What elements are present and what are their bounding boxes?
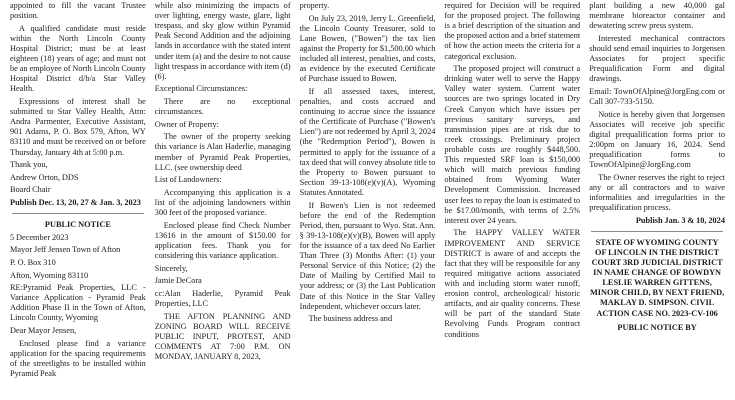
notice-paragraph: The owner of the property seeking this variance is Alan Haderlie, managing member of Pyramid Peak Properties, LLC. (see ownership deed [154, 132, 291, 172]
notice-paragraph: while also minimizing the impacts of over lighting, energy waste, glare, light trespass, and sky glow within Pyramid Peak Second Addition and the adjoining lands in accordance with the stated intent under item (a) and the desire to not cause light trespass in accordance with item (d)(6). [154, 1, 291, 81]
notice-paragraph: Owner of Property: [154, 119, 219, 129]
notice-paragraph: Notice is hereby given that Jorgensen Associates will receive job specific digital prequalification forms prior to 2:00pm on January 16, 2024. Send prequalification forms to TownOfAlpine@JorgEng.com [589, 109, 725, 170]
signature-line: Jamie DeCora [154, 276, 202, 286]
notice-paragraph: RE:Pyramid Peak Properties, LLC - Variance Application - Pyramid Peak Addition Phase II in the Town of Afton, Lincoln County, Wyoming [10, 283, 146, 323]
notice-paragraph: If all assessed taxes, interest, penalties, and costs accrued and continuing to accrue since the issuance of the Certificate of Purchase ("Bowen's Lien") are not redeemed by April 3, 2024 (the "Redemption Period"), Bowen is permitted to apply for the issuance of a tax deed that will convey absolute title to the Property to Bowen pursuant to Section 39-13-108(e)(v)(A), Wyoming Statutes Annotated. [299, 86, 436, 197]
court-notice-heading: STATE OF WYOMING COUNTY OF LINCOLN IN THE DISTRICT COURT 3RD JUDICIAL DISTRICT IN NAME CHANGE OF BOWDYN LESLIE WARREN GITTENS, MINOR CHILD, BY NEXT FRIEND, MAKLAY D. SIMPSON. CIVIL ACTION CASE NO. 2023-CV-106 [589, 237, 725, 318]
notice-paragraph: Mayor Jeff Jensen Town of Afton [10, 245, 121, 255]
notice-divider [12, 213, 144, 214]
notice-paragraph: List of Landowners: [154, 175, 222, 185]
notice-paragraph: Enclosed please find a variance application for the spacing requirements of the streetlights to be installed within Pyramid Peak [10, 338, 146, 378]
notice-column-4 [444, 1, 580, 400]
notice-paragraph: Enclosed please find Check Number 13616 in the amount of $150.00 for application fees. Thank you for considering this variance application. [154, 220, 291, 261]
notice-paragraph: The proposed project will construct a drinking water well to serve the Happy Valley water system. Current water sources are two springs located in Dry Creek Canyon which have issues per previous sanitary surveys, and transmission pipes are at risk due to creek crossings. Preliminary project probable costs are roughly $448,500. This requested SRF loan is $150,000 which will match previous funding obtained from Wyoming Water Development Commission. Increased user fees to repay the loan is estimated to be $17.00/month, with terms of 2.5% interest over 24 years. [444, 64, 581, 225]
notice-paragraph: Afton, Wyoming 83110 [10, 270, 89, 280]
notice-paragraph: Expressions of interest shall be submitted to Star Valley Health, Attn: Andra Parmenter, Executive Assistant, 901 Adams, P. O. Box 579, Afton, WY 83110 and must be received on or before Thursday, January 4th at 5:00 p.m. [10, 96, 146, 157]
notice-paragraph: 5 December 2023 [10, 232, 69, 242]
signature-line: Andrew Orton, DDS [10, 172, 79, 182]
notice-divider [591, 231, 723, 232]
notice-paragraph: property. [299, 1, 330, 10]
columns [10, 1, 725, 400]
notice-column-2 [155, 1, 291, 400]
notice-paragraph: Exceptional Circumstances: [154, 84, 248, 94]
notice-paragraph: plant building a new 40,000 gal membrane bioreactor container and dewatering screw press system. [589, 1, 725, 31]
notice-heading: PUBLIC NOTICE BY [617, 322, 697, 332]
notice-paragraph: P. O. Box 310 [10, 257, 56, 267]
notice-paragraph: If Bowen's Lien is not redeemed before the end of the Redemption Period, then, pursuant to Wyo. Stat. Ann. § 39-13-108(e)(v)(B), Bowen will apply for the issuance of a tax deed No Earlier Than Three (3) Months After: (1) your Personal Service of this Notice; (2) the Date of Mailing by Certified Mail to your address; or (3) the Last Publication Date of this Notice in the Star Valley Independent, whichever occurs later. [299, 200, 436, 311]
publish-line: Publish Dec. 13, 20, 27 & Jan. 3, 2023 [10, 197, 141, 207]
notice-column-5 [589, 1, 725, 400]
notice-paragraph: appointed to fill the vacant Trustee position. [10, 1, 146, 21]
notice-paragraph: The business address and [308, 314, 393, 324]
notice-column-1 [10, 1, 146, 400]
notice-paragraph: A qualified candidate must reside within the North Lincoln County Hospital District; must be at least eighteen (18) years of age; and must not be an employee of North Lincoln County Hospital District d/b/a Star Valley Health. [10, 23, 146, 94]
publish-line: Publish Jan. 3 & 10, 2024 [635, 215, 725, 225]
signature-line: Board Chair [10, 185, 51, 195]
notice-paragraph: The HAPPY VALLEY WATER IMPROVEMENT AND SERVICE DISTRICT is aware of and accepts the fact that they will be responsible for any required mitigative actions associated with and including storm water runoff, erosion control, archeological/ historic artifacts, and air quality concerns. These will be part of the standard State Revolving Funds Program contract conditions [444, 228, 581, 339]
notice-paragraph: THE AFTON PLANNING AND ZONING BOARD WILL RECEIVE PUBLIC INPUT, PROTEST, AND COMMENTS AT 7:00 P.M. ON MONDAY, JANUARY 8, 2023, [154, 311, 291, 361]
notice-paragraph: Interested mechanical contractors should send email inquiries to Jorgensen Associates for project specific Prequalification Form and digital drawings. [589, 33, 725, 84]
notice-paragraph: Sincerely, [154, 263, 188, 273]
notice-paragraph: Dear Mayor Jensen, [10, 326, 77, 336]
notice-paragraph: The Owner reserves the right to reject any or all contractors and to waive informalities and irregularities in the prequalification process. [589, 172, 725, 213]
notice-paragraph: Accompanying this application is a list of the adjoining landowners within 300 feet of the proposed variance. [154, 187, 291, 218]
notice-column-3 [300, 1, 436, 400]
notice-paragraph: Thank you, [10, 160, 48, 170]
notice-paragraph: On July 23, 2019, Jerry L. Greenfield, the Lincoln County Treasurer, sold to Lane Bowen, ("Bowen") the tax lien against the Property for $1,500.00 which included all interest, penalties, and costs, as evidence by the executed Certificate of Purchase issued to Bowen. [299, 13, 436, 84]
notice-paragraph: cc:Alan Haderlie, Pyramid Peak Properties, LLC [154, 288, 291, 308]
notice-paragraph: required for Decision will be required for the proposed project. The following is a brief description of the situation and the proposed action and a brief statement of how the action meets the criteria for a categorical exclusion. [444, 1, 581, 61]
notice-paragraph: There are no exceptional circumstances. [154, 96, 291, 117]
contact-line: Email: TownOfAlpine@JorgEng.com or Call 307-733-5150. [589, 86, 725, 106]
notice-heading: PUBLIC NOTICE [44, 220, 111, 230]
